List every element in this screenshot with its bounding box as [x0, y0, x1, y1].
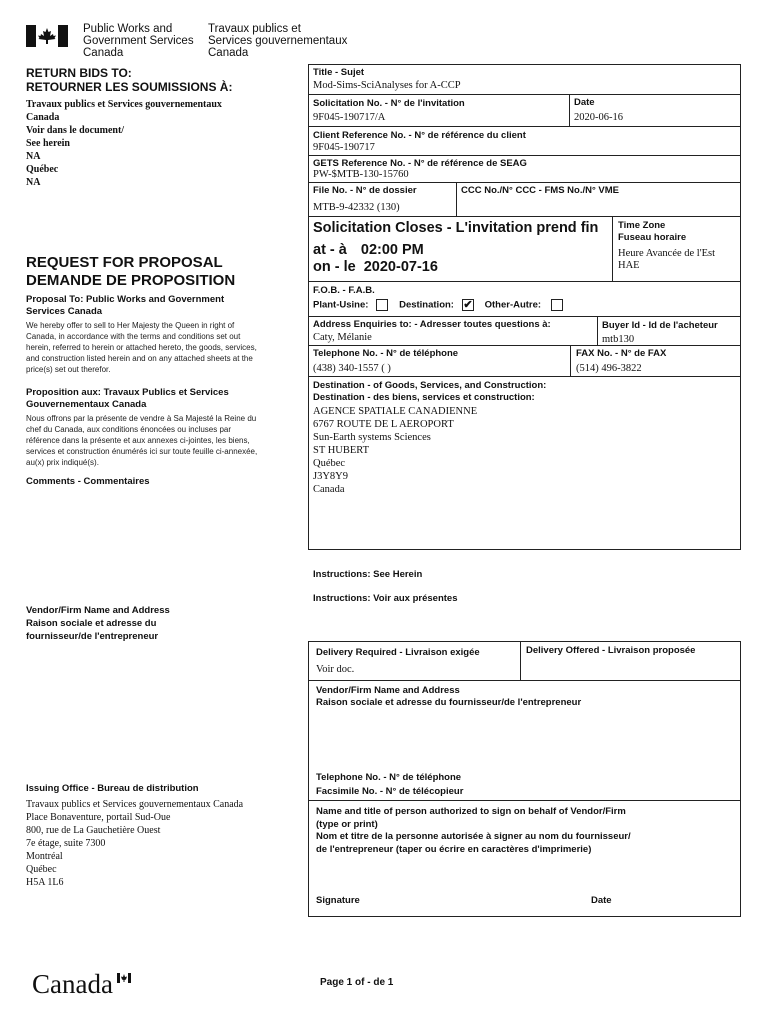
divider: [308, 800, 741, 801]
divider: [308, 345, 741, 346]
fax-value: (514) 496-3822: [576, 363, 642, 374]
vendor-tel-label: Telephone No. - N° de téléphone: [316, 772, 462, 783]
address-enquiries-label: Address Enquiries to: - Adresser toutes questions à:: [313, 319, 551, 330]
delivery-offered-label: Delivery Offered - Livraison proposée: [526, 645, 696, 656]
destination-goods-label: [313, 380, 546, 404]
fob-label: F.O.B. - F.A.B.: [313, 285, 375, 296]
rfp-title-en: REQUEST FOR PROPOSAL: [26, 254, 223, 271]
destination-checkbox[interactable]: ✔: [463, 299, 473, 311]
title-value: Mod-Sims-SciAnalyses for A-CCP: [313, 80, 461, 91]
return-address-line: Voir dans le document/: [26, 125, 125, 136]
instructions-fr: Instructions: Voir aux présentes: [313, 593, 458, 604]
proposal-to-label: Proposal To: Public Works and Government Services Canada: [26, 294, 225, 317]
client-ref-label: Client Reference No. - N° de référence du client: [313, 130, 526, 141]
timezone-label-line: Fuseau horaire: [618, 232, 687, 243]
destination-address: [313, 405, 477, 496]
auth-label-line: de l'entrepreneur (taper ou écrire en caractères d'imprimerie): [316, 843, 592, 855]
authorized-person-input[interactable]: [316, 860, 736, 890]
header-en-line: Canada: [83, 47, 124, 59]
signature-label: Signature: [316, 895, 360, 906]
destination-label-line: Destination - des biens, services et construction:: [313, 392, 535, 403]
return-address: [26, 98, 222, 189]
closing-time: [313, 242, 424, 259]
delivery-required-value: Voir doc.: [316, 664, 355, 675]
buyer-id-label: Buyer Id - Id de l'acheteur: [602, 320, 718, 331]
issuing-address-line: 7e étage, suite 7300: [26, 838, 106, 849]
authorized-person-label: [316, 806, 631, 856]
fob-options: [313, 299, 569, 312]
other-checkbox[interactable]: [551, 299, 563, 311]
page-number: Page 1 of - de 1: [320, 977, 394, 988]
timezone-label-line: Time Zone: [618, 220, 666, 231]
delivery-required-label: Delivery Required - Livraison exigée: [316, 647, 480, 658]
ccc-label: CCC No./N° CCC - FMS No./N° VME: [461, 185, 620, 196]
auth-label-line: Nom et titre de la personne autorisée à signer au nom du fournisseur/: [316, 831, 631, 842]
department-name-fr: [208, 23, 347, 59]
vendor-label-line: Raison sociale et adresse du: [26, 618, 157, 629]
divider: [569, 94, 570, 126]
fax-label: FAX No. - N° de FAX: [576, 348, 667, 359]
destination-address-line: Sun-Earth systems Sciences: [313, 432, 431, 443]
return-address-line: See herein: [26, 138, 70, 149]
vendor-name-label-line: Raison sociale et adresse du fournisseur/de l'entrepreneur: [316, 697, 582, 708]
title-label: Title - Sujet: [313, 67, 365, 78]
timezone-value-line: Heure Avancée de l'Est: [618, 248, 716, 259]
solicitation-value: 9F045-190717/A: [313, 112, 386, 123]
divider: [308, 126, 741, 127]
return-address-line: Travaux publics et Services gouvernementaux: [26, 99, 222, 110]
issuing-address-line: Montréal: [26, 851, 63, 862]
destination-address-line: Canada: [313, 484, 345, 495]
return-address-line: Canada: [26, 112, 60, 123]
issuing-address-line: Québec: [26, 864, 57, 875]
issuing-address-line: 800, rue de La Gauchetière Ouest: [26, 825, 161, 836]
date-label: Date: [574, 97, 595, 108]
vendor-name-label: [316, 685, 581, 709]
other-label: Other-Autre:: [484, 299, 542, 311]
vendor-name-input[interactable]: [316, 712, 736, 767]
destination-address-line: J3Y8Y9: [313, 471, 349, 482]
at-label: at - à: [313, 242, 347, 258]
closes-label: Solicitation Closes - L'invitation prend fin: [313, 220, 599, 236]
issuing-office-label: Issuing Office - Bureau de distribution: [26, 783, 199, 794]
divider: [308, 281, 741, 282]
rfp-title-fr: DEMANDE DE PROPOSITION: [26, 272, 236, 289]
divider: [308, 316, 741, 317]
file-label: File No. - N° de dossier: [313, 185, 417, 196]
divider: [308, 182, 741, 183]
proposal-en-text: We hereby offer to sell to Her Majesty the Queen in right of Canada, in accordance with the terms and conditions set out herein, referred to herein or attached hereto, the goods, services, and construction listed herein and on any attached sheets at the price(s) set out therefor.: [26, 321, 257, 374]
divider: [612, 216, 613, 281]
issuing-address-line: Place Bonaventure, portail Sud-Oue: [26, 812, 171, 823]
solicitation-label: Solicitation No. - N° de l'invitation: [313, 98, 465, 109]
buyer-id-value: mtb130: [602, 334, 635, 345]
proposal-fr-label: Proposition aux: Travaux Publics et Services Gouvernementaux Canada: [26, 387, 229, 410]
vendor-fax-label: Facsimile No. - N° de télécopieur: [316, 786, 464, 797]
client-ref-value: 9F045-190717: [313, 142, 375, 153]
destination-address-line: AGENCE SPATIALE CANADIENNE: [313, 406, 478, 417]
header-fr-line: Travaux publics et: [208, 23, 301, 35]
header-fr-line: Services gouvernementaux: [208, 35, 348, 47]
canada-wordmark: Canada: [32, 969, 113, 999]
at-value: 02:00 PM: [360, 242, 424, 258]
on-value: 2020-07-16: [363, 259, 438, 275]
header-en-line: Public Works and: [83, 23, 173, 35]
proposal-fr-text: Nous offrons par la présente de vendre à Sa Majesté la Reine du chef du Canada, aux conditions énoncées ou incluses par référence dans la présente et aux annexes ci-jointes, les biens, services et construction énumérés ici sur toute feuille ci-annexée, au(x) prix indiqué(s).: [26, 414, 258, 467]
timezone-label: [618, 220, 686, 244]
vendor-label-line: Vendor/Firm Name and Address: [26, 605, 170, 616]
timezone-value-line: HAE: [618, 260, 640, 271]
on-label: on - le: [313, 259, 356, 275]
plant-label: Plant-Usine:: [313, 299, 369, 311]
destination-label-line: Destination - of Goods, Services, and Construction:: [313, 380, 547, 391]
telephone-label: Telephone No. - N° de téléphone: [313, 348, 459, 359]
divider: [456, 182, 457, 216]
return-bids-en: RETURN BIDS TO:: [26, 66, 132, 80]
divider: [597, 316, 598, 345]
divider: [520, 641, 521, 680]
gets-label: GETS Reference No. - N° de référence de SEAG: [313, 158, 527, 169]
divider: [308, 216, 741, 217]
timezone-value: [618, 248, 715, 272]
vendor-phone-label: [316, 771, 463, 799]
header-fr-line: Canada: [208, 47, 249, 59]
issuing-address-line: H5A 1L6: [26, 877, 64, 888]
comments-label: Comments - Commentaires: [26, 476, 150, 487]
return-address-line: NA: [26, 151, 41, 162]
department-name-en: [83, 23, 194, 59]
rfp-title: [26, 254, 235, 290]
vendor-label-left: [26, 604, 170, 643]
file-value: MTB-9-42332 (130): [313, 202, 400, 213]
signature-date-label: Date: [591, 895, 612, 906]
closing-date: [313, 259, 438, 276]
divider: [308, 94, 741, 95]
instructions-en: Instructions: See Herein: [313, 569, 423, 580]
issuing-address-line: Travaux publics et Services gouvernementaux Canada: [26, 799, 244, 810]
destination-address-line: Québec: [313, 458, 346, 469]
divider: [308, 155, 741, 156]
auth-label-line: (type or print): [316, 818, 378, 830]
return-address-line: Québec: [26, 164, 59, 175]
destination-label: Destination:: [399, 299, 454, 311]
vendor-label-line: fournisseur/de l'entrepreneur: [26, 631, 159, 642]
return-bids-heading: [26, 66, 232, 94]
issuing-address: [26, 798, 243, 889]
telephone-value: (438) 340-1557 ( ): [313, 363, 391, 374]
address-enquiries-value: Caty, Mélanie: [313, 332, 372, 343]
canada-flag-logo: [26, 25, 68, 47]
return-bids-fr: RETOURNER LES SOUMISSIONS À:: [26, 80, 233, 94]
header-en-line: Government Services: [83, 35, 194, 47]
gets-value: PW-$MTB-130-15760: [313, 169, 409, 180]
destination-address-line: 6767 ROUTE DE L AEROPORT: [313, 419, 454, 430]
vendor-name-label-line: Vendor/Firm Name and Address: [316, 685, 460, 696]
destination-address-line: ST HUBERT: [313, 445, 370, 456]
date-value: 2020-06-16: [574, 112, 623, 123]
divider: [308, 680, 741, 681]
divider: [570, 345, 571, 376]
auth-label-line: Name and title of person authorized to sign on behalf of Vendor/Firm: [316, 806, 626, 817]
plant-checkbox[interactable]: [376, 299, 388, 311]
return-address-line: NA: [26, 177, 41, 188]
divider: [308, 376, 741, 377]
canada-wordmark-flag-icon: [117, 970, 131, 980]
